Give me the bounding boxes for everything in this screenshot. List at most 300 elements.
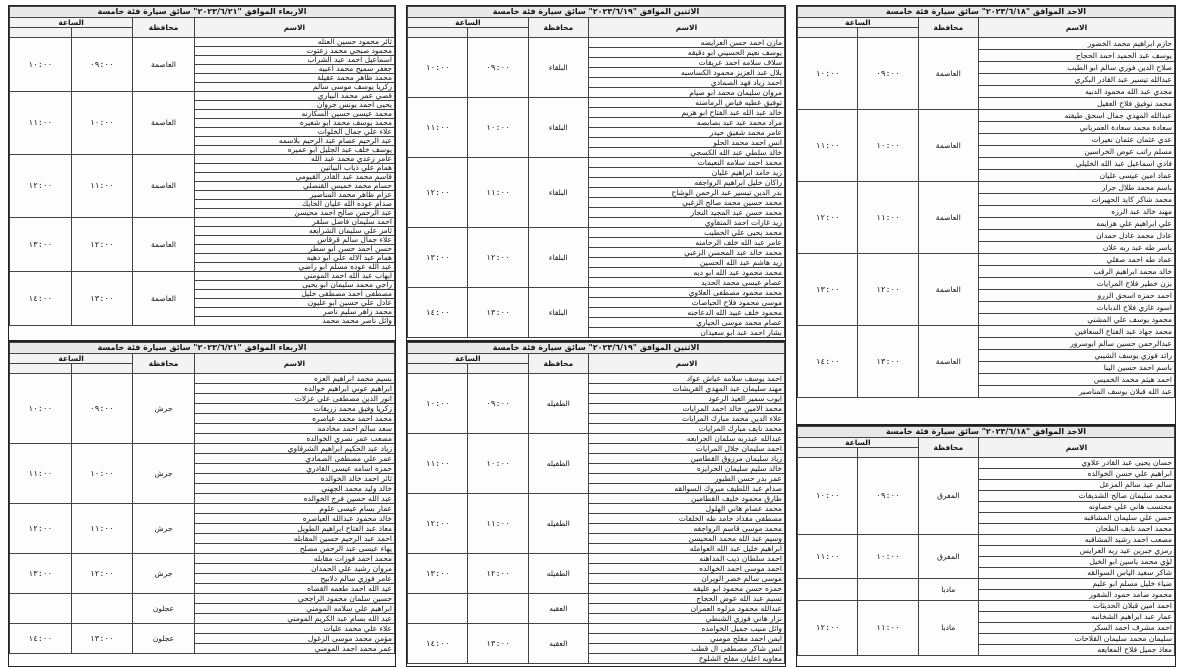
driver-name: خالد وليد محمد الجهني — [194, 484, 394, 494]
governorate-cell: الطفيله — [528, 434, 588, 494]
table-row — [10, 554, 395, 564]
header-time-to — [798, 28, 858, 38]
header-time-to — [408, 28, 468, 38]
time-to: ١١:٠٠ — [798, 535, 858, 579]
driver-name: احمد سلطان ذيب المداهنه — [588, 554, 784, 564]
time-from: ٠٩:٠٠ — [468, 374, 528, 434]
time-to: ١١:٠٠ — [10, 92, 72, 155]
header-name: الاسم — [194, 354, 394, 374]
driver-name: حسان يحيى عبد القادر علاوي — [978, 458, 1174, 469]
driver-name: علاء علي جمال الخلوات — [194, 128, 394, 137]
driver-name: ثائر محمود حسين العتله — [194, 38, 394, 47]
time-to — [798, 579, 858, 601]
schedule-sheet-sun-mafraq — [796, 425, 1176, 667]
driver-name: احمد زياد فهد الصمادي — [588, 78, 784, 88]
time-from: ٠٩:٠٠ — [468, 38, 528, 98]
driver-name: موسى سالم خضر الويران — [588, 574, 784, 584]
driver-name: توفيق عطيه فياض الرماضنه — [588, 98, 784, 108]
driver-name: مراد محمد عبد عبد بصابصه — [588, 118, 784, 128]
time-to: ١٢:٠٠ — [10, 155, 72, 218]
driver-name: سالم عيد سالم المزعل — [978, 480, 1174, 491]
driver-name: جعفر سميح محمد اعبيه — [194, 65, 394, 74]
time-to: ١٤:٠٠ — [408, 624, 468, 664]
table-row — [798, 110, 1175, 122]
driver-name: عبد الله حسين فرج الخوالده — [194, 494, 394, 504]
driver-name: محمد جهاد عبد الفتاح السعافين — [978, 326, 1174, 338]
governorate-cell: الطفيله — [528, 554, 588, 594]
governorate-cell: المفرق — [918, 535, 978, 579]
driver-name: انس احمد محمد الحلو — [588, 138, 784, 148]
driver-name: عبد الرحمن صالح احمد محيسن — [194, 209, 394, 218]
driver-name: باسم احمد حسين الينا — [978, 362, 1174, 374]
driver-name: محمد الامين خالد احمد المرايات — [588, 404, 784, 414]
table-row — [408, 288, 785, 298]
time-from: ١٣:٠٠ — [71, 624, 133, 654]
driver-name: صدام عوده الله عليان الحايك — [194, 200, 394, 209]
driver-name: اسود غازي فلاح الدبابات — [978, 302, 1174, 314]
schedule-table — [9, 342, 395, 654]
header-time-from — [858, 448, 918, 458]
driver-name: احمد موسى احمد الخوالده — [588, 564, 784, 574]
governorate-cell: مادبا — [918, 579, 978, 601]
driver-name: عصام محمد موسى الحياري — [588, 318, 784, 328]
driver-name: مصطفى مقداد حامد طه الخلفات — [588, 514, 784, 524]
time-from — [858, 579, 918, 601]
schedule-sheet-sun-amman — [796, 5, 1176, 425]
driver-name: قصي عمر محمد البياري — [194, 92, 394, 101]
driver-name: زيد هاشم عبد الله الحسين — [588, 258, 784, 268]
driver-name: محمد يوسف محمد ابو شعيره — [194, 119, 394, 128]
governorate-cell: الطفيله — [528, 374, 588, 434]
driver-name: محمد خالد عبد المحسن الزعبي — [588, 248, 784, 258]
time-from — [71, 594, 133, 624]
driver-name: محمد احمد محمد عياصره — [194, 414, 394, 424]
schedule-table — [9, 6, 395, 326]
schedule-table — [407, 6, 785, 338]
header-time: الساعة — [798, 438, 919, 448]
time-to: ١٣:٠٠ — [10, 218, 72, 272]
header-governorate: محافظة — [133, 18, 195, 38]
driver-name: محمد عيسى حسين السكارنه — [194, 110, 394, 119]
sheet-title: الاثنين الموافق "٢٠٢٣/٦/١٩" سائق سيارة فئة خامسة — [408, 343, 785, 354]
table-row — [798, 254, 1175, 266]
driver-name: طارق محمود خليف القطامين — [588, 494, 784, 504]
driver-name: حسين سلمان محمود الراجحي — [194, 594, 394, 604]
table-row — [408, 554, 785, 564]
table-row — [10, 272, 395, 281]
driver-name: خالد محمود عبدالله العياصره — [194, 514, 394, 524]
time-to — [10, 594, 72, 624]
schedule-sheet-wed-jerash — [8, 341, 396, 667]
header-time-from — [858, 28, 918, 38]
driver-name: بشار احمد عبد ابو سعيدان — [588, 328, 784, 338]
governorate-cell: العقبه — [528, 594, 588, 624]
driver-name: بسيم محمد ابراهيم العزه — [194, 374, 394, 384]
header-time-from — [468, 364, 528, 374]
time-to: ١٢:٠٠ — [408, 494, 468, 554]
driver-name: معاذ جميل فلاح المعايعه — [978, 645, 1174, 656]
governorate-cell: العاصمة — [918, 38, 978, 110]
driver-name: مهند خالد عبد الرزه — [978, 206, 1174, 218]
sheet-title: الاربعاء الموافق "٢٠٢٣/٦/٢١" سائق سيارة فئة خامسة — [10, 7, 395, 18]
time-from: ١١:٠٠ — [71, 504, 133, 554]
driver-name: احمد هيثم محمد الخميس — [978, 374, 1174, 386]
table-row — [10, 504, 395, 514]
driver-name: زكريا يوسف موسى سالم — [194, 83, 394, 92]
driver-name: وسيم عبد الله محمد المحيسن — [588, 534, 784, 544]
time-from: ١٢:٠٠ — [71, 218, 133, 272]
driver-name: ثائر احمد خالد الخوالده — [194, 474, 394, 484]
driver-name: وائل ناصر محمد محمد — [194, 317, 394, 326]
driver-name: عبدالله تيسير عبد القادر البكري — [978, 74, 1174, 86]
time-to: ١٢:٠٠ — [798, 182, 858, 254]
driver-name: عمر بدر حسن الطبور — [588, 474, 784, 484]
governorate-cell: الطفيله — [528, 494, 588, 554]
header-time-from — [71, 364, 133, 374]
driver-name: علاء علي محمد عليات — [194, 624, 394, 634]
time-to: ١٣:٠٠ — [408, 228, 468, 288]
driver-name: صلاح الدين فوزي سالم ابو الطيب — [978, 62, 1174, 74]
table-row — [798, 601, 1175, 612]
driver-name: زيد غازات احمد المتقاوي — [588, 218, 784, 228]
time-from: ١١:٠٠ — [858, 182, 918, 254]
time-from: ١٠:٠٠ — [71, 92, 133, 155]
time-from: ١١:٠٠ — [858, 601, 918, 656]
header-time-to — [798, 448, 858, 458]
governorate-cell: العاصمة — [918, 110, 978, 182]
time-to: ١٠:٠٠ — [10, 374, 72, 444]
driver-name: معاويه اعليان مفلح الشلوح — [588, 654, 784, 664]
time-from: ٠٩:٠٠ — [71, 374, 133, 444]
header-time-to — [10, 364, 72, 374]
driver-name: عدي عثمان عثمان نعيرات — [978, 134, 1174, 146]
driver-name: احمد يوسف سلامه عياش عواد — [588, 374, 784, 384]
time-from: ٠٩:٠٠ — [858, 458, 918, 535]
driver-name: بزن خطير فلاح المرايات — [978, 278, 1174, 290]
governorate-cell: العاصمة — [133, 272, 195, 326]
driver-name: علاء جمال سالم قرقاس — [194, 236, 394, 245]
schedule-sheet-wed-amman — [8, 5, 396, 341]
time-to: ١٠:٠٠ — [408, 38, 468, 98]
driver-name: زيد حامد ابراهيم عليان — [588, 168, 784, 178]
driver-name: عامر فوزي سالم دلابيح — [194, 574, 394, 584]
driver-name: علي ابراهيم علي هزايمه — [978, 218, 1174, 230]
driver-name: موسى محمود فلاح الحياصات — [588, 298, 784, 308]
time-to — [408, 594, 468, 624]
driver-name: محمد توفيق فلاح العقيل — [978, 98, 1174, 110]
sheet-title: الاثنين الموافق "٢٠٢٣/٦/١٩" سائق سيارة فئة خامسة — [408, 7, 785, 18]
governorate-cell: البلقاء — [528, 38, 588, 98]
driver-name: عبدالله عبدربه سلمان الجرابعه — [588, 434, 784, 444]
driver-name: بلال عبد العزيز محمود الكساسبه — [588, 68, 784, 78]
driver-name: محمد حسن عبد المجيد النجار — [588, 208, 784, 218]
driver-name: زكريا وفيق محمد زريقات — [194, 404, 394, 414]
driver-name: قاسم محمد عبد القادر القيومي — [194, 173, 394, 182]
driver-name: عزام ظاهر محمد المناصير — [194, 191, 394, 200]
driver-name: مؤمن محمد موسى الزغول — [194, 634, 394, 644]
driver-name: احمد امين قبلان الحديثات — [978, 601, 1174, 612]
governorate-cell: جرش — [133, 554, 195, 594]
driver-name: ايوب سمير العيد الرعود — [588, 394, 784, 404]
table-row — [10, 444, 395, 454]
driver-name: عمار عبد ابراهيم الشخانبه — [978, 612, 1174, 623]
driver-name: محمد شاكر كايد الحهيرات — [978, 194, 1174, 206]
driver-name: ايهاب عبد الله احمد المومني — [194, 272, 394, 281]
driver-name: محمد ظاهر محمد عقيلة — [194, 74, 394, 83]
table-row — [10, 594, 395, 604]
time-from — [468, 594, 528, 624]
driver-name: محمد احمد فوزات مقابله — [194, 554, 394, 564]
driver-name: انس شاكر مصطفى ال قطب — [588, 644, 784, 654]
table-row — [798, 535, 1175, 546]
driver-name: علاء الدين محمد مبارك المرايات — [588, 414, 784, 424]
driver-name: شاكر سعيد الياس السوالقه — [978, 568, 1174, 579]
governorate-cell: العقبه — [528, 624, 588, 664]
schedule-table — [797, 6, 1175, 398]
time-to: ١٠:٠٠ — [408, 374, 468, 434]
driver-name: عمر علي مصطفى الصمادي — [194, 454, 394, 464]
driver-name: همام عبد الاله علي ابو دهيه — [194, 254, 394, 263]
driver-name: محمود يوسف علي المشني — [978, 314, 1174, 326]
table-row — [408, 158, 785, 168]
time-from: ١١:٠٠ — [71, 155, 133, 218]
time-to: ١٠:٠٠ — [798, 38, 858, 110]
time-from: ١٣:٠٠ — [858, 326, 918, 398]
driver-name: ضياء خليل مسلم ابو عليم — [978, 579, 1174, 590]
time-from: ١٠:٠٠ — [858, 535, 918, 579]
driver-name: عبد الله عوده مسلم ابو راضي — [194, 263, 394, 272]
governorate-cell: البلقاء — [528, 158, 588, 228]
driver-name: عصام عيسى محمد الحديد — [588, 278, 784, 288]
driver-name: محمد احمد سلامه النعيمات — [588, 158, 784, 168]
governorate-cell: جرش — [133, 504, 195, 554]
table-row — [408, 38, 785, 48]
governorate-cell: عجلون — [133, 624, 195, 654]
governorate-cell: العاصمة — [918, 326, 978, 398]
driver-name: محمود خلف عبيد الله الدعاجنه — [588, 308, 784, 318]
header-time-from — [468, 28, 528, 38]
driver-name: زياد سليمان مرزوق القطامين — [588, 454, 784, 464]
driver-name: ابراهيم خليل عبد الله العوامله — [588, 544, 784, 554]
time-to: ١١:٠٠ — [10, 444, 72, 504]
time-to: ١٤:٠٠ — [408, 288, 468, 338]
driver-name: سعادة محمد سعادة العمرياني — [978, 122, 1174, 134]
driver-name: محمد موسى قاسم الرواجفه — [588, 524, 784, 534]
driver-name: سليمان محمد سليمان القلاحات — [978, 634, 1174, 645]
driver-name: خالد سلطي عبد الله الكسجي — [588, 148, 784, 158]
driver-name: محتسب هاني علي خصاونه — [978, 502, 1174, 513]
table-row — [10, 155, 395, 164]
driver-name: راجي محمد سليمان ابو يحيى — [194, 281, 394, 290]
driver-name: حسن علي سليمان المشاقبه — [978, 513, 1174, 524]
time-from: ١٣:٠٠ — [468, 624, 528, 664]
table-row — [408, 374, 785, 384]
driver-name: عبدالله المهدي جمال اسحق طيفته — [978, 110, 1174, 122]
header-name: الاسم — [588, 354, 784, 374]
governorate-cell: العاصمة — [133, 92, 195, 155]
time-to: ١٠:٠٠ — [798, 458, 858, 535]
time-from: ١١:٠٠ — [468, 494, 528, 554]
driver-name: عبد الرحيم عصام عبد الرحيم بلاسمه — [194, 137, 394, 146]
driver-name: يوسف خلف عبد الجليل ابو عميره — [194, 146, 394, 155]
driver-name: همام علي ذياب البياتين — [194, 164, 394, 173]
time-from: ١٢:٠٠ — [71, 554, 133, 594]
driver-name: صدام عبد اللطيف مبروك السوالقه — [588, 484, 784, 494]
driver-name: خالد سليم سليمان الحرايزه — [588, 464, 784, 474]
driver-name: مسلم راتب عوض الخراسين — [978, 146, 1174, 158]
driver-name: خالد محمد ابراهيم الرقب — [978, 266, 1174, 278]
time-to: ١٤:٠٠ — [10, 624, 72, 654]
driver-name: مصعب عمر نصري الخوالده — [194, 434, 394, 444]
table-row — [10, 218, 395, 227]
governorate-cell: العاصمة — [133, 218, 195, 272]
table-row — [408, 624, 785, 634]
driver-name: محمود صامد حمود الشقور — [978, 590, 1174, 601]
driver-name: ثامر علي سليمان الشرايعه — [194, 227, 394, 236]
governorate-cell: عجلون — [133, 594, 195, 624]
driver-name: احمد عبد الرحيم حسين المقابله — [194, 534, 394, 544]
governorate-cell: مادبا — [918, 601, 978, 656]
table-row — [408, 494, 785, 504]
header-time: الساعة — [798, 18, 919, 28]
driver-name: محمد نايف مبارك المرايات — [588, 424, 784, 434]
governorate-cell: البلقاء — [528, 228, 588, 288]
driver-name: يوسف عبد الحميد احمد الحجاج — [978, 50, 1174, 62]
time-to: ١٠:٠٠ — [10, 38, 72, 92]
driver-name: عبد الله بسام عبد الكريم المومني — [194, 614, 394, 624]
driver-name: عمار بسام عيسى علوم — [194, 504, 394, 514]
driver-name: عبدالرحمن حسين سالم ابوسرور — [978, 338, 1174, 350]
governorate-cell: البلقاء — [528, 98, 588, 158]
table-row — [408, 98, 785, 108]
header-name: الاسم — [588, 18, 784, 38]
time-to: ١٣:٠٠ — [408, 554, 468, 594]
time-from: ١١:٠٠ — [468, 158, 528, 228]
time-to: ١٣:٠٠ — [10, 554, 72, 594]
driver-name: فادي اسماعيل عبد الله الخليلي — [978, 158, 1174, 170]
sheet-title: الاحد الموافق "٢٠٢٣/٦/١٨" سائق سيارة فئة خامسة — [798, 427, 1175, 438]
driver-name: عامر عبد الله خلف الرحامنه — [588, 238, 784, 248]
driver-name: حسن احمد حسن ابو سطر — [194, 245, 394, 254]
time-from: ٠٩:٠٠ — [858, 38, 918, 110]
driver-name: خالد عبد الله عبد الفتاح ابو هزيم — [588, 108, 784, 118]
driver-name: عادل علي حسين ابو عليون — [194, 299, 394, 308]
table-row — [798, 38, 1175, 50]
header-governorate: محافظة — [918, 438, 978, 458]
driver-name: محمد محمود مصطفى العلاوي — [588, 288, 784, 298]
driver-name: حمزه اسامه عيسى القادري — [194, 464, 394, 474]
time-to: ١١:٠٠ — [408, 98, 468, 158]
sheet-title: الاحد الموافق "٢٠٢٣/٦/١٨" سائق سيارة فئة خامسة — [798, 7, 1175, 18]
driver-name: نزار هاني فوزي الشنطي — [588, 614, 784, 624]
header-time: الساعة — [408, 354, 529, 364]
driver-name: زياد عبد الحكيم ابراهيم الشرقاوي — [194, 444, 394, 454]
driver-name: احمد مشرف احمد السكر — [978, 623, 1174, 634]
table-row — [10, 374, 395, 384]
governorate-cell: المفرق — [918, 458, 978, 535]
governorate-cell: العاصمة — [918, 182, 978, 254]
driver-name: مصعب احمد رشيد المشاقبه — [978, 535, 1174, 546]
driver-name: سلاف سلامه احمد عريقات — [588, 58, 784, 68]
driver-name: سعد سالم احمد مخادمه — [194, 424, 394, 434]
driver-name: احمد حمزه اسحق الزرو — [978, 290, 1174, 302]
time-from: ١٣:٠٠ — [468, 288, 528, 338]
driver-name: عيد الله احمد طعمه القضاه — [194, 584, 394, 594]
header-time-from — [71, 28, 133, 38]
header-time: الساعة — [10, 354, 133, 364]
driver-name: باسم محمد طلال جرار — [978, 182, 1174, 194]
driver-name: عامر زعدي محمد عبد الله — [194, 155, 394, 164]
driver-name: وائل منيب جميل الخوامده — [588, 624, 784, 634]
driver-name: محمد زاهر سليم ناصر — [194, 308, 394, 317]
driver-name: ايمن احمد مفلح مومني — [588, 634, 784, 644]
driver-name: ابراهيم علي حسن الخوالده — [978, 469, 1174, 480]
table-row — [10, 92, 395, 101]
driver-name: محمد عصام هاني الهلول — [588, 504, 784, 514]
table-row — [10, 624, 395, 634]
driver-name: رائد فوزي يوسف الشيبي — [978, 350, 1174, 362]
table-row — [798, 182, 1175, 194]
governorate-cell: العاصمة — [133, 155, 195, 218]
driver-name: عبد الله قبلان يوسف المناصير — [978, 386, 1174, 398]
schedule-sheet-mon-balqa — [406, 5, 786, 341]
time-from: ١٠:٠٠ — [468, 98, 528, 158]
time-to: ١١:٠٠ — [798, 110, 858, 182]
time-from: ١٢:٠٠ — [858, 254, 918, 326]
header-name: الاسم — [978, 438, 1174, 458]
header-governorate: محافظة — [528, 354, 588, 374]
driver-name: عمر محمد احمد المومني — [194, 644, 394, 654]
driver-name: عادل محمد عادل حمدان — [978, 230, 1174, 242]
driver-name: يهاء عيسى عبد الرحمن مصلح — [194, 544, 394, 554]
table-row — [798, 458, 1175, 469]
driver-name: احمد سليمان فاضل سلقر — [194, 218, 394, 227]
header-time: الساعة — [10, 18, 133, 28]
driver-name: مجدي عبد الله محمود الدبيه — [978, 86, 1174, 98]
schedule-sheet-mon-tafila — [406, 341, 786, 667]
table-row — [798, 579, 1175, 590]
schedule-table — [407, 342, 785, 664]
time-to: ١٣:٠٠ — [798, 254, 858, 326]
driver-name: محمد حسين محمد صالح الزغبي — [588, 198, 784, 208]
driver-name: محمد احمد نايف الطحان — [978, 524, 1174, 535]
table-row — [798, 326, 1175, 338]
header-governorate: محافظة — [918, 18, 978, 38]
time-to: ١٢:٠٠ — [408, 158, 468, 228]
schedule-table — [797, 426, 1175, 656]
driver-name: راكان خليل ابراهيم الرواجفه — [588, 178, 784, 188]
governorate-cell: البلقاء — [528, 288, 588, 338]
driver-name: حمزه حسن محمود ابو عليقه — [588, 584, 784, 594]
time-to: ١٢:٠٠ — [10, 504, 72, 554]
driver-name: عبدالله محمود مزلوه العمران — [588, 604, 784, 614]
table-row — [10, 38, 395, 47]
driver-name: يحيى احمد يونس جروان — [194, 101, 394, 110]
driver-name: حسام محمد خميس القنصلي — [194, 182, 394, 191]
driver-name: مروان سليمان محمد ابو صيام — [588, 88, 784, 98]
driver-name: تسيم عبد الله عوض الحجاج — [588, 594, 784, 604]
driver-name: عماد طه احمد صقلي — [978, 254, 1174, 266]
table-row — [408, 434, 785, 444]
header-time: الساعة — [408, 18, 529, 28]
driver-name: مصطفى احمد مصطفى خليل — [194, 290, 394, 299]
sheet-title: الاربعاء الموافق "٢٠٢٣/٦/٢١" سائق سيارة فئة خامسة — [10, 343, 395, 354]
driver-name: احمد سليمان جلال المرايات — [588, 444, 784, 454]
driver-name: بدر الدين تيسير عبد الرحمن الوشاح — [588, 188, 784, 198]
driver-name: عامر محمد شفيق حيدر — [588, 128, 784, 138]
driver-name: اسماعيل احمد عبد الشراب — [194, 56, 394, 65]
driver-name: ابراهيم عوني ابراهيم خوالده — [194, 384, 394, 394]
